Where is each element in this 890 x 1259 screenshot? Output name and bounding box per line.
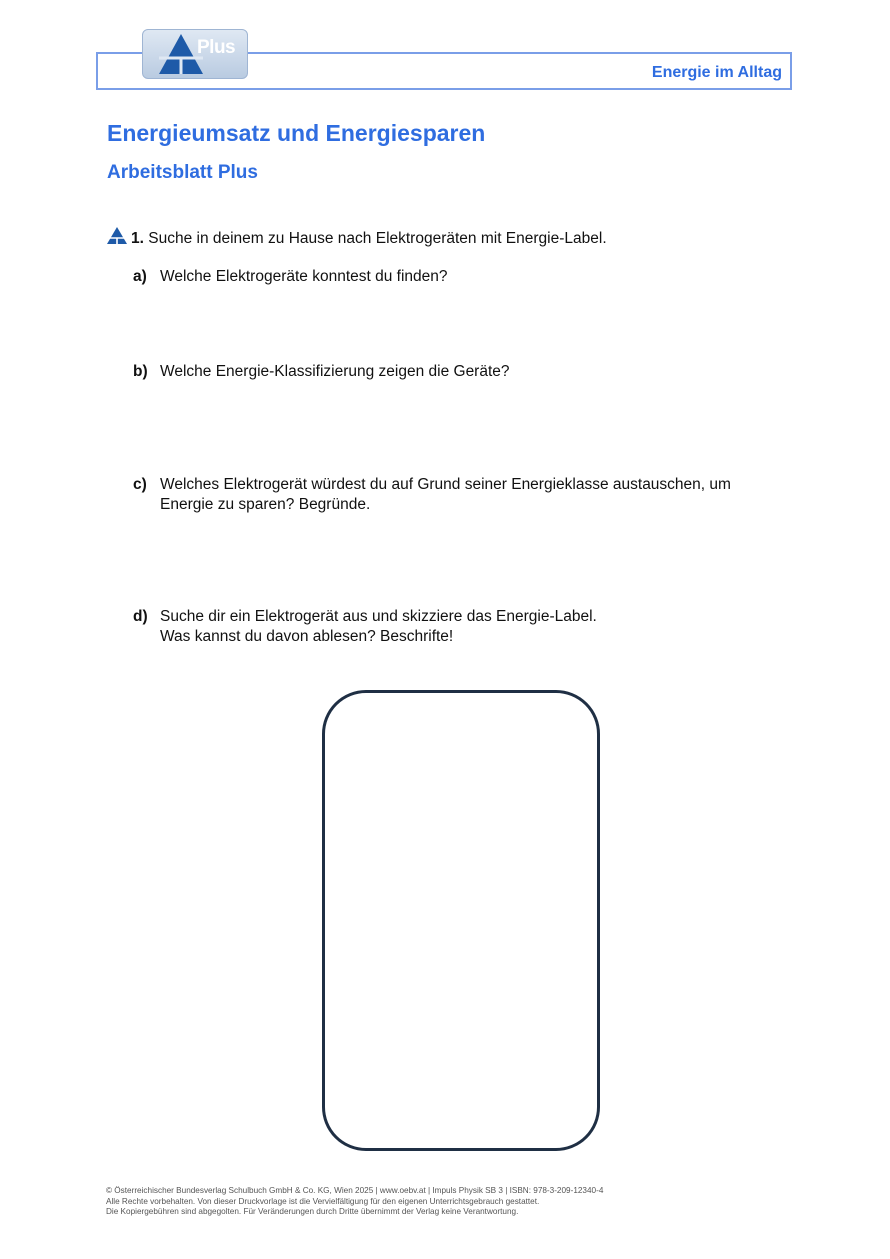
footer-rights: Alle Rechte vorbehalten. Von dieser Druckvorlage ist die Vervielfältigung für den eigenen Unterrichtsgebrauch gestattet. <box>106 1196 540 1206</box>
subtask-letter: b) <box>133 363 148 380</box>
subtask-line: Welches Elektrogerät würdest du auf Grund seiner Energieklasse austauschen, um <box>160 476 731 493</box>
sketch-area[interactable] <box>322 690 600 1151</box>
subtask-line: Welche Energie-Klassifizierung zeigen die Geräte? <box>160 363 510 380</box>
triangle-plus-icon <box>106 226 128 246</box>
page-subtitle: Arbeitsblatt Plus <box>107 162 258 183</box>
subtask-text <box>160 475 790 515</box>
task-1 <box>131 230 607 248</box>
subtask-text <box>160 607 790 647</box>
subtask-line: Welche Elektrogeräte konntest du finden? <box>160 268 448 285</box>
header-topic: Energie im Alltag <box>651 64 782 81</box>
subtask-text <box>160 267 790 287</box>
subtask-letter: d) <box>133 608 148 625</box>
subtask-text <box>160 362 790 382</box>
footer-fees: Die Kopiergebühren sind abgegolten. Für Veränderungen durch Dritte übernimmt der Verlag keine Verantwortung. <box>106 1207 519 1216</box>
plus-logo <box>142 29 248 79</box>
subtask-line: Was kannst du davon ablesen? Beschrifte! <box>160 628 454 645</box>
subtask-letter: a) <box>133 268 147 285</box>
subtask-line: Suche dir ein Elektrogerät aus und skizziere das Energie-Label. <box>160 608 597 625</box>
footer <box>106 1186 603 1218</box>
task-text: Suche in deinem zu Hause nach Elektrogeräten mit Energie-Label. <box>148 230 607 247</box>
footer-copyright: © Österreichischer Bundesverlag Schulbuch GmbH & Co. KG, Wien 2025 | www.oebv.at | Impuls Physik SB 3 | ISBN: 978-3-209-12340-4 <box>106 1186 604 1195</box>
subtask-line: Energie zu sparen? Begründe. <box>160 496 371 513</box>
logo-label: Plus <box>197 37 236 58</box>
page-title: Energieumsatz und Energiesparen <box>107 120 486 146</box>
subtask-letter: c) <box>133 476 147 493</box>
task-number: 1. <box>131 230 144 247</box>
